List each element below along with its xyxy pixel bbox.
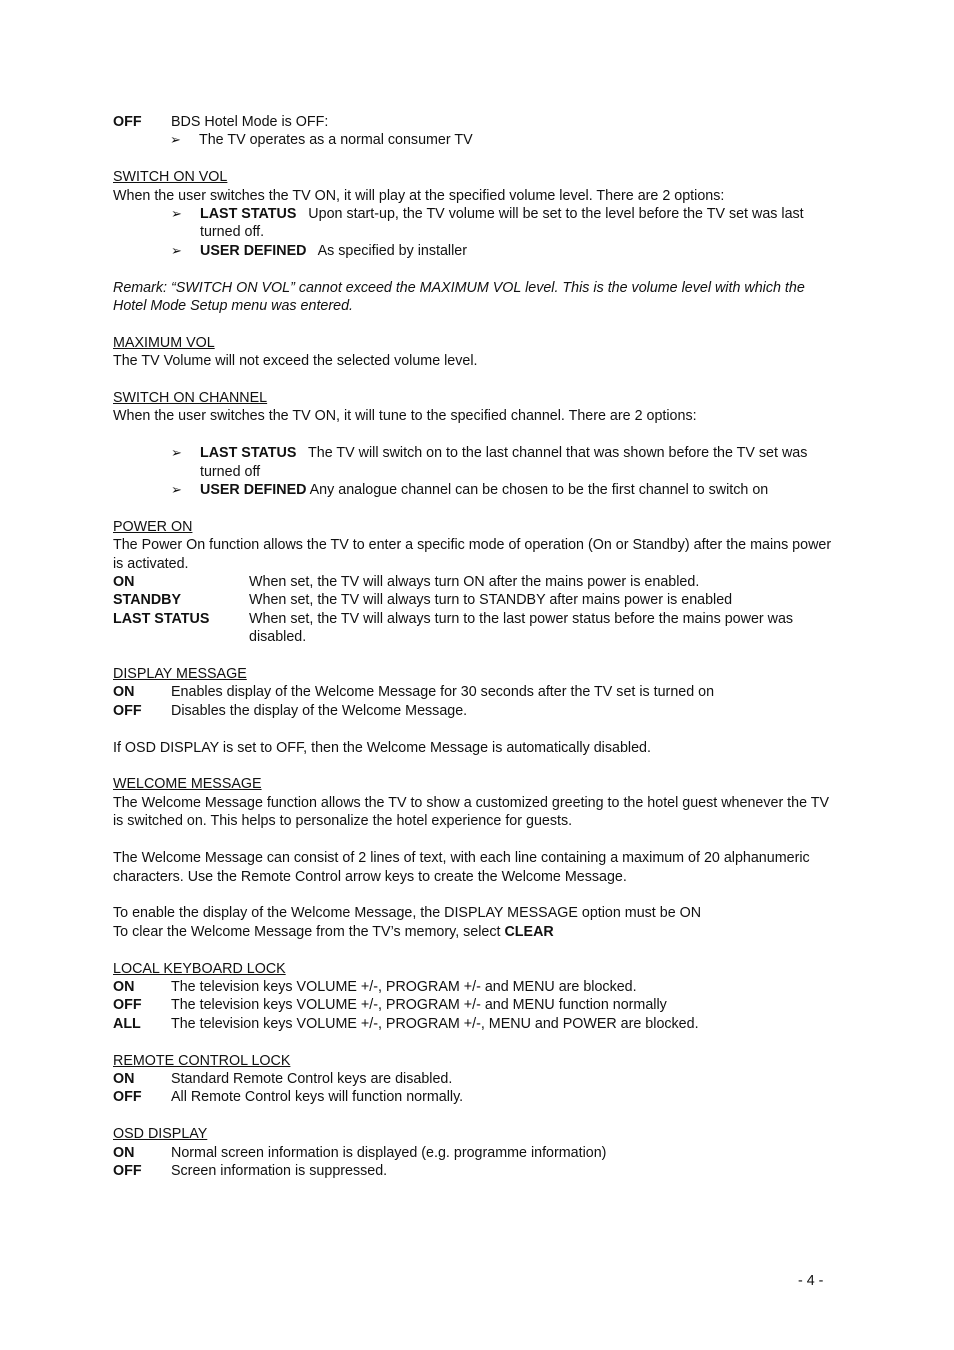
option-row: [113, 702, 841, 720]
hotel-mode-off-row: [113, 113, 841, 131]
display-message-note: If OSD DISPLAY is set to OFF, then the Welcome Message is automatically disabled.: [113, 739, 651, 756]
option-row: [113, 683, 841, 701]
option-key: LAST STATUS: [113, 610, 210, 627]
section-heading-local-keyboard-lock: LOCAL KEYBOARD LOCK: [113, 960, 286, 977]
option-row: [113, 1088, 841, 1106]
welcome-message-paragraph-1: The Welcome Message function allows the TV to show a customized greeting to the hotel guest whenever the TV is switched on. This helps to personalize the hotel experience for guests.: [113, 794, 830, 830]
option-key: USER DEFINED: [200, 482, 307, 499]
section-heading-maximum-vol: MAXIMUM VOL: [113, 334, 215, 351]
option-text: When set, the TV will always turn ON after the mains power is enabled.: [249, 574, 700, 591]
option-key: USER DEFINED: [200, 242, 307, 259]
option-row: [113, 978, 841, 996]
option-row: [113, 610, 841, 647]
section-heading-welcome-message: WELCOME MESSAGE: [113, 776, 262, 793]
power-on-intro: The Power On function allows the TV to enter a specific mode of operation (On or Standby) after the mains power is activated.: [113, 537, 832, 572]
bullet-item: [113, 481, 841, 499]
option-key: OFF: [113, 997, 142, 1014]
bullet-item: [113, 242, 841, 260]
option-key: ON: [113, 684, 135, 701]
option-text: The television keys VOLUME +/-, PROGRAM +/- and MENU are blocked.: [171, 978, 637, 995]
bullet-item: [113, 205, 841, 242]
welcome-message-clear-line: [113, 923, 841, 941]
section-heading-switch-on-channel: SWITCH ON CHANNEL: [113, 390, 268, 407]
option-text: The television keys VOLUME +/-, PROGRAM +/-, MENU and POWER are blocked.: [171, 1015, 699, 1032]
option-key: OFF: [113, 702, 142, 719]
option-text: Upon start-up, the TV volume will be set to the level before the TV set was last turned off.: [200, 206, 804, 241]
option-row: [113, 1144, 841, 1162]
page-number: - 4 -: [798, 1273, 824, 1289]
option-row: [113, 1015, 841, 1033]
bullet-item: [113, 131, 841, 149]
option-row: [113, 591, 841, 609]
option-text: The TV will switch on to the last channel that was shown before the TV set was turned off: [200, 445, 808, 480]
option-key: OFF: [113, 114, 142, 130]
option-text: Enables display of the Welcome Message for 30 seconds after the TV set is turned on: [171, 684, 715, 701]
option-text: Any analogue channel can be chosen to be the first channel to switch on: [309, 482, 769, 499]
section-heading-switch-on-vol: SWITCH ON VOL: [113, 169, 228, 186]
option-key: STANDBY: [113, 592, 182, 609]
option-key: ON: [113, 574, 135, 591]
maximum-vol-text: The TV Volume will not exceed the selected volume level.: [113, 353, 478, 370]
section-heading-display-message: DISPLAY MESSAGE: [113, 666, 247, 683]
option-text: Standard Remote Control keys are disabled.: [171, 1070, 453, 1087]
option-row: [113, 1162, 841, 1180]
bullet-arrow-icon: ➢: [171, 242, 182, 258]
section-heading-power-on: POWER ON: [113, 518, 193, 535]
option-text: BDS Hotel Mode is OFF:: [171, 114, 329, 130]
option-key: LAST STATUS: [200, 445, 297, 462]
option-text: The television keys VOLUME +/-, PROGRAM +/- and MENU function normally: [171, 997, 667, 1014]
document-page: [113, 113, 841, 1180]
welcome-message-paragraph-2: The Welcome Message can consist of 2 lines of text, with each line containing a maximum of 20 alphanumeric characters. Use the Remote Control arrow keys to create the Welcome Message.: [113, 850, 810, 885]
option-text: When set, the TV will always turn to the last power status before the mains power was disabled.: [249, 610, 794, 646]
option-text: Disables the display of the Welcome Message.: [171, 702, 468, 719]
bullet-item: [113, 444, 841, 481]
switch-on-vol-remark: Remark: “SWITCH ON VOL” cannot exceed the MAXIMUM VOL level. This is the volume level with which the Hotel Mode Setup menu was entered.: [113, 279, 805, 315]
option-text: All Remote Control keys will function normally.: [171, 1089, 464, 1106]
clear-line-text: To clear the Welcome Message from the TV’s memory, select: [113, 923, 501, 940]
option-key: OFF: [113, 1162, 142, 1179]
bullet-arrow-icon: ➢: [171, 445, 182, 461]
option-key: OFF: [113, 1089, 142, 1106]
bullet-arrow-icon: ➢: [170, 132, 181, 148]
switch-on-vol-intro: When the user switches the TV ON, it will play at the specified volume level. There are 2 options:: [113, 187, 725, 204]
switch-on-channel-intro: When the user switches the TV ON, it will tune to the specified channel. There are 2 options:: [113, 408, 697, 425]
option-text: As specified by installer: [317, 242, 467, 259]
option-key: LAST STATUS: [200, 206, 297, 223]
option-text: Screen information is suppressed.: [171, 1162, 388, 1179]
welcome-message-enable-line: To enable the display of the Welcome Message, the DISPLAY MESSAGE option must be ON: [113, 905, 702, 922]
option-key: ON: [113, 978, 135, 995]
section-heading-osd-display: OSD DISPLAY: [113, 1126, 208, 1143]
option-key: ON: [113, 1144, 135, 1161]
option-text: Normal screen information is displayed (e.g. programme information): [171, 1144, 607, 1161]
section-heading-remote-control-lock: REMOTE CONTROL LOCK: [113, 1052, 291, 1069]
option-key: ALL: [113, 1015, 141, 1032]
bullet-text: The TV operates as a normal consumer TV: [199, 132, 473, 149]
option-text: When set, the TV will always turn to STANDBY after mains power is enabled: [249, 592, 733, 609]
option-row: [113, 573, 841, 591]
option-key: ON: [113, 1070, 135, 1087]
clear-key: CLEAR: [504, 923, 554, 940]
bullet-arrow-icon: ➢: [171, 206, 182, 222]
option-row: [113, 996, 841, 1014]
option-row: [113, 1070, 841, 1088]
bullet-arrow-icon: ➢: [171, 482, 182, 498]
